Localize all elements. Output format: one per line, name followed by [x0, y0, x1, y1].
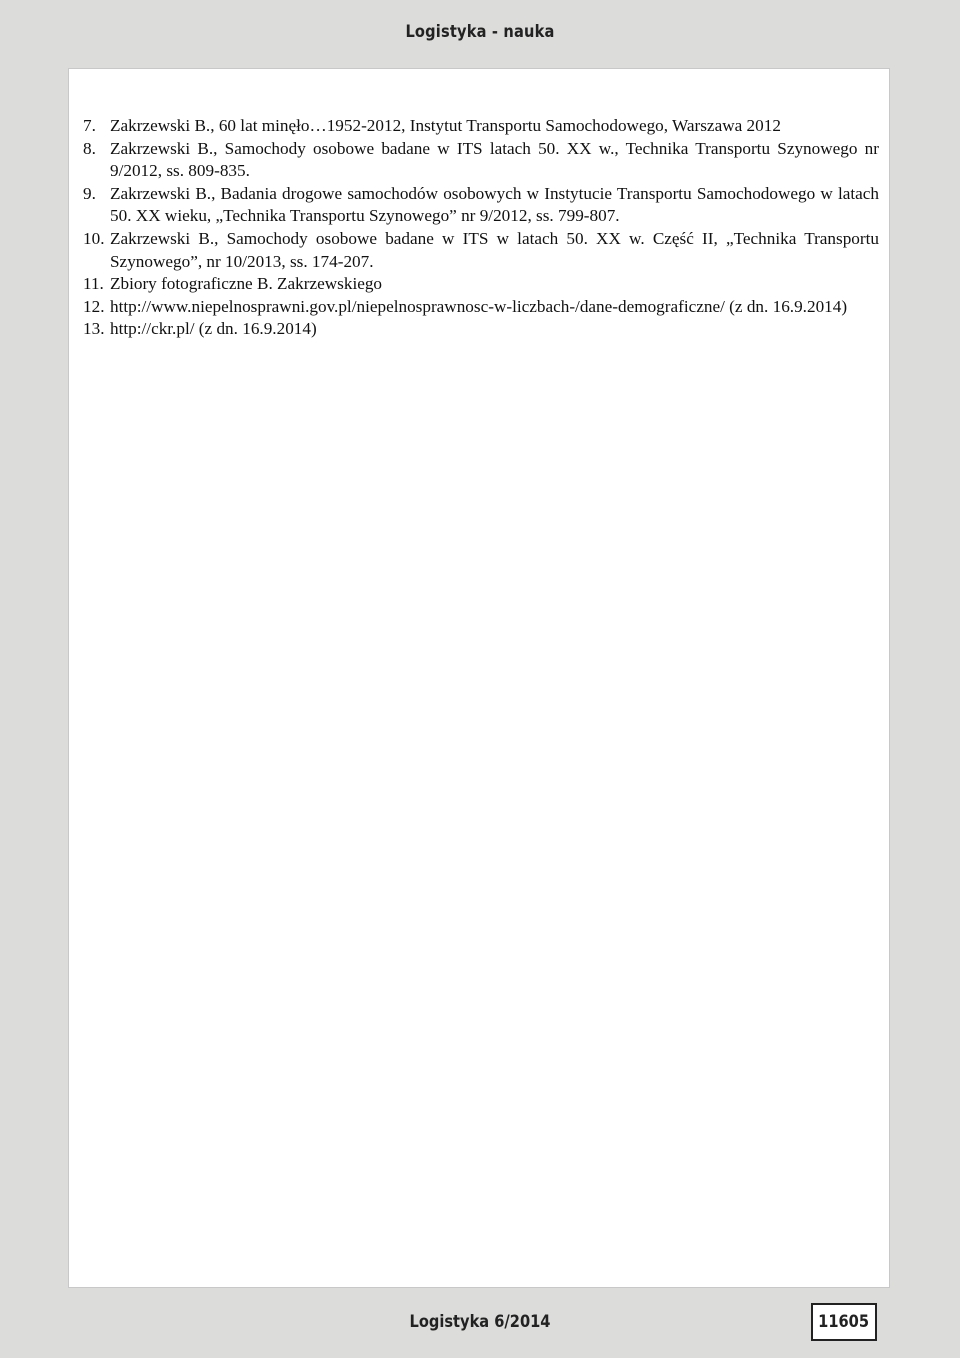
reference-number: 10. [83, 228, 105, 248]
reference-number: 12. [83, 296, 105, 316]
running-header-title: Logistyka - nauka [405, 22, 555, 42]
reference-item [83, 138, 879, 183]
page-number: 11605 [818, 1312, 870, 1332]
page-number-box [811, 1303, 877, 1341]
reference-text: Zakrzewski B., Samochody osobowe badane w ITS latach 50. XX w., Technika Transportu Szynowego nr 9/2012, ss. 809-835. [110, 138, 879, 181]
reference-item [83, 115, 879, 138]
reference-link-text: http://ckr.pl/ (z dn. 16.9.2014) [110, 319, 317, 339]
reference-text: Zbiory fotograficzne B. Zakrzewskiego [110, 274, 383, 294]
page-content [68, 68, 890, 1288]
reference-item [83, 273, 879, 296]
reference-item [83, 318, 879, 341]
reference-item [83, 228, 879, 273]
reference-number: 7. [83, 116, 96, 135]
reference-text: Zakrzewski B., Samochody osobowe badane w ITS w latach 50. XX w. Część II, „Technika Transportu Szynowego”, nr 10/2013, ss. 174-207. [110, 228, 879, 271]
reference-number: 8. [83, 138, 96, 158]
reference-number: 9. [83, 183, 96, 203]
reference-list [83, 115, 879, 341]
reference-link-text: http://www.niepelnosprawni.gov.pl/niepelnosprawnosc-w-liczbach-/dane-demograficzne/ (z dn. 16.9.2014) [110, 296, 848, 316]
reference-text: Zakrzewski B., Badania drogowe samochodów osobowych w Instytucie Transportu Samochodowego w latach 50. XX wieku, „Technika Transportu Szynowego” nr 9/2012, ss. 799-807. [110, 183, 879, 226]
reference-number: 13. [83, 319, 105, 339]
reference-item [83, 296, 879, 319]
reference-number: 11. [83, 274, 104, 294]
reference-item [83, 183, 879, 228]
footer-issue-label: Logistyka 6/2014 [409, 1312, 551, 1332]
reference-text: Zakrzewski B., 60 lat minęło…1952-2012, Instytut Transportu Samochodowego, Warszawa 2012 [110, 116, 781, 135]
